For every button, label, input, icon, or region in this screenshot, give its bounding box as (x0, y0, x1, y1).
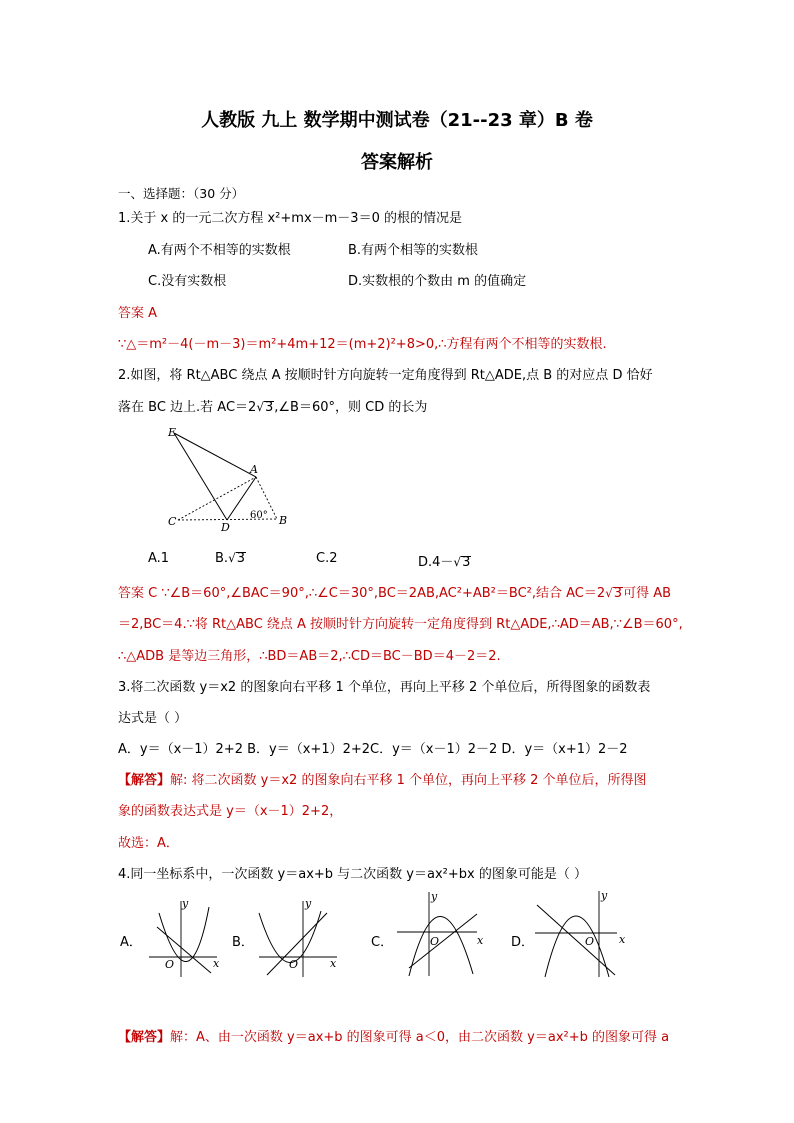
q1-option-d: D.实数根的个数由 m 的值确定 (348, 274, 527, 289)
q2-seg-ea (174, 433, 256, 477)
q2-option-c: C.2 (316, 551, 338, 566)
q2-option-d: D.4－√3 (418, 555, 471, 570)
parabola-curve (159, 907, 209, 962)
q2-seg-ed (174, 433, 227, 520)
q2-figure (160, 420, 300, 532)
y-label: y (182, 897, 189, 910)
q4-option-b-label: B． (232, 935, 254, 950)
q4-graph-c (395, 888, 490, 983)
x-label: x (330, 957, 337, 970)
q1-answer: 答案 A (118, 306, 158, 321)
q2-seg-ca (178, 477, 256, 520)
q4-graph-a (145, 895, 225, 980)
parabola-curve (259, 911, 321, 963)
q4-option-d-label: D． (511, 935, 535, 950)
q2-angle-label: 60° (250, 510, 268, 521)
q2-stem-line2: 落在 BC 边上.若 AC＝2√3,∠B＝60°，则 CD 的长为 (118, 400, 428, 415)
q4-explanation: 【解答】解：A、由一次函数 y＝ax+b 的图象可得 a＜0，由二次函数 y＝ax²+b 的图象可得 a (118, 1030, 670, 1045)
q1-option-b: B.有两个相等的实数根 (348, 243, 479, 258)
q3-explanation-line1: 【解答】解: 将二次函数 y＝x2 的图象向右平移 1 个单位，再向上平移 2 个单位后，所得图 (118, 773, 647, 788)
origin-label: O (430, 935, 440, 948)
doc-subtitle: 答案解析 (361, 152, 433, 173)
q4-option-c-label: C． (371, 935, 394, 950)
line-graph (409, 914, 477, 968)
y-label: y (305, 897, 312, 910)
q2-label-e: E (168, 426, 177, 439)
q1-stem: 1.关于 x 的一元二次方程 x²+mx－m－3＝0 的根的情况是 (118, 211, 462, 226)
y-label: y (601, 889, 608, 902)
q3-explanation-line2: 象的函数表达式是 y＝（x－1）2+2， (118, 804, 343, 819)
q3-options: A．y＝（x－1）2+2 B．y＝（x+1）2+2C．y＝（x－1）2－2 D．y＝（x+1）2－2 (118, 742, 628, 757)
q4-graph-d (533, 885, 628, 983)
x-label: x (213, 957, 220, 970)
q4-option-a-label: A． (120, 935, 142, 950)
y-label: y (431, 890, 438, 903)
q2-option-b: B.√3 (215, 551, 245, 566)
q2-label-b: B (279, 514, 288, 527)
x-label: x (477, 934, 484, 947)
origin-label: O (165, 958, 175, 971)
doc-title: 人教版 九上 数学期中测试卷（21--23 章）B 卷 (201, 110, 593, 131)
q3-explanation-line3: 故选：A． (118, 836, 179, 851)
q1-option-c: C.没有实数根 (148, 274, 227, 289)
q2-stem-line1: 2.如图，将 Rt△ABC 绕点 A 按顺时针方向旋转一定角度得到 Rt△ADE,点 B 的对应点 D 恰好 (118, 368, 653, 383)
q2-answer-line3: ∴△ADB 是等边三角形，∴BD＝AB＝2,∴CD＝BC－BD＝4－2＝2. (118, 649, 501, 664)
q2-label-c: C (168, 515, 177, 528)
section-heading: 一、选择题：（30 分） (118, 186, 245, 201)
q1-explanation: ∵△＝m²－4(－m－3)＝m²+4m+12＝(m+2)²+8>0,∴方程有两个不相等的实数根. (118, 337, 607, 352)
origin-label: O (585, 935, 595, 948)
q4-stem: 4.同一坐标系中，一次函数 y＝ax+b 与二次函数 y＝ax²+bx 的图象可能是（ ） (118, 867, 587, 882)
q2-answer-line2: ＝2,BC＝4.∵将 Rt△ABC 绕点 A 按顺时针方向旋转一定角度得到 Rt△ADE,∴AD＝AB,∵∠B＝60°, (118, 617, 683, 632)
q2-answer-line1: 答案 C ∵∠B＝60°,∠BAC＝90°,∴∠C＝30°,BC＝2AB,AC²+AB²＝BC²,结合 AC＝2√3可得 AB (118, 586, 672, 601)
q1-option-a: A.有两个不相等的实数根 (148, 243, 291, 258)
q2-label-a: A (250, 463, 258, 476)
origin-label: O (289, 958, 299, 971)
q3-stem-line2: 达式是（ ） (118, 711, 188, 726)
q4-graph-b (255, 895, 345, 980)
q3-stem-line1: 3.将二次函数 y＝x2 的图象向右平移 1 个单位，再向上平移 2 个单位后，所得图象的函数表 (118, 680, 651, 695)
q2-option-a: A.1 (148, 551, 170, 566)
x-label: x (619, 933, 626, 946)
q2-label-d: D (221, 521, 230, 532)
